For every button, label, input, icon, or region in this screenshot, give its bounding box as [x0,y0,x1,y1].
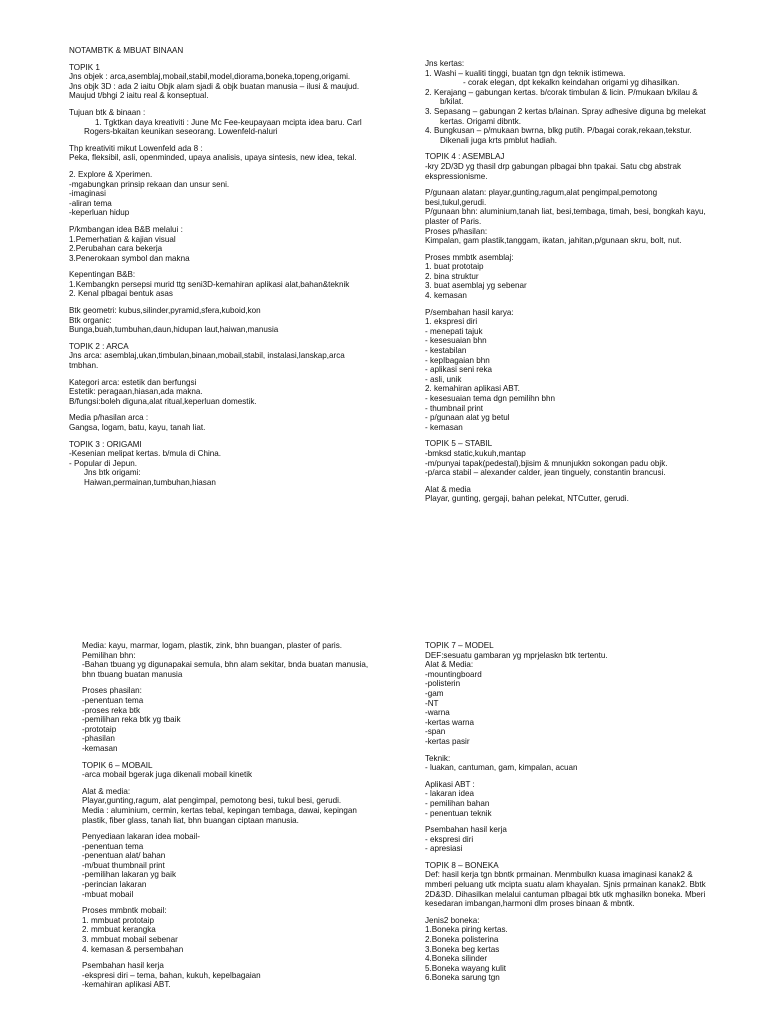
text-line: TOPIK 3 : ORIGAMI [69,439,142,449]
text-line: -perincian lakaran [82,880,147,890]
text-line: B/fungsi:boleh diguna,alat ritual,keperluan domestik. [69,396,257,406]
text-line: Tujuan btk & binaan : [69,107,146,117]
text-line: -imaginasi [69,189,106,199]
text-line: 2. Kerajang – gabungan kertas. b/corak timbulan & licin. P/mukaan b/kilau & [425,87,698,97]
paragraph-gap [425,747,760,754]
text-line: Alat & media [425,484,471,494]
text-line: Alat & media: [82,786,131,796]
paragraph-gap [82,679,402,686]
paragraph-gap [69,299,389,306]
text-line: 3. mmbuat mobail sebenar [82,935,178,945]
bottom-left-column [82,641,402,990]
text-line: -span [425,727,446,737]
text-line: 4. Bungkusan – p/mukaan bwrna, blkg putih. P/bagai corak,rekaan,tekstur. [425,126,692,136]
text-line: plaster of Paris. [425,216,482,226]
paragraph-gap [69,406,389,413]
text-line: -mbuat mobail [82,889,134,899]
text-line: TOPIK 4 : ASEMBLAJ [425,152,505,162]
text-line: 2. mmbuat kerangka [82,925,156,935]
paragraph-gap [82,899,402,906]
text-line: TOPIK 6 – MOBAIL [82,760,153,770]
text-line: -Kesenian melipat kertas. b/mula di China. [69,449,222,459]
text-line: 4. kemasan & persembahan [82,944,184,954]
text-line: TOPIK 8 – BONEKA [425,860,499,870]
paragraph-gap [425,145,760,152]
text-line: -NT [425,698,439,708]
text-line: 4.Boneka silinder [425,954,488,964]
text-line: plastik, fiber glass, tanah liat, bhn buangan ciptaan manusia. [82,815,299,825]
paragraph-gap [69,163,389,170]
text-line: Peka, fleksibil, asli, openminded, upaya analisis, upaya sintesis, new idea, tekal. [69,153,357,163]
text-line: 2. Explore & Xperimen. [69,169,153,179]
text-line: Proses phasilan: [82,686,142,696]
text-line: 1.Boneka piring kertas. [425,925,508,935]
text-line: -arca mobail bgerak juga dikenali mobail kinetik [82,770,253,780]
text-line: Playar,gunting,ragum, alat pengimpal, pemotong besi, tukul besi, gerudi. [82,796,342,806]
text-line: -kemahiran aplikasi ABT. [82,980,171,990]
text-line: tmbhan. [69,361,99,371]
text-line: Jns objk 3D : ada 2 iaitu Objk alam sjadi & objk buatan manusia – ilusi & maujud. [69,81,360,91]
text-line: -warna [425,708,450,718]
text-line: Gangsa, logam, batu, kayu, tanah liat. [69,423,206,432]
text-line: -kertas pasir [425,736,470,746]
paragraph-gap [425,432,760,439]
paragraph-gap [82,780,402,787]
text-line: - menepati tajuk [425,326,483,336]
text-line: Estetik: peragaan,hiasan,ada makna. [69,387,203,397]
text-line: Jns btk origami: [84,468,141,478]
paragraph-gap [82,954,402,961]
text-line: -bmksd static,kukuh,mantap [425,448,526,458]
text-line: - Popular di Jepun. [69,458,137,468]
text-line: 2.Boneka polisterina [425,935,499,945]
bottom-right-column [425,641,760,983]
text-line: -Bahan tbuang yg digunapakai semula, bhn alam sekitar, bnda buatan manusia, [82,660,369,670]
text-line: P/sembahan hasil karya: [425,307,514,317]
text-line: mmberi peluang utk mcipta suatu alam khayalan. Sjnis prmainan kanak2. Bbtk [425,880,706,890]
text-line: Media: kayu, marmar, logam, plastik, zink, bhn buangan, plaster of paris. [82,641,343,650]
paragraph-gap [425,301,760,308]
text-line: P/kmbangan idea B&B melalui : [69,224,183,234]
text-line: Proses mmbtk asemblaj: [425,252,514,262]
text-line: - aplikasi seni reka [425,365,493,375]
top-right-column [425,59,760,504]
text-line: - p/gunaan alat yg betul [425,413,510,423]
text-line: -ekspresi diri – tema, bahan, kukuh, kepelbagaian [82,970,261,980]
text-line: 3. buat asemblaj yg sebenar [425,281,527,291]
text-line: Pemilihan bhn: [82,650,136,660]
text-line: - kesesuaian bhn [425,336,487,346]
text-line: Rogers-bkaitan keunikan seseorang. Lowenfeld-naluri [84,127,278,137]
text-line: 1. buat prototaip [425,262,484,272]
text-line: 2. kemahiran aplikasi ABT. [425,384,520,394]
text-line: Teknik: [425,753,451,763]
text-line: -penentuan tema [82,695,144,705]
text-line: -m/punyai tapak(pedestal),bjisim & mnunjukkn sokongan padu objk. [425,458,668,468]
text-line: - kemasan [425,422,463,432]
text-line: Jns objek : arca,asemblaj,mobail,stabil,model,diorama,boneka,topeng,origami. [69,72,351,82]
text-line: Btk organic: [69,315,112,325]
text-line: -aliran tema [69,198,112,208]
text-line: DEF:sesuatu gambaran yg mprjelaskn btk tertentu. [425,650,608,660]
text-line: 3.Boneka beg kertas [425,944,500,954]
text-line: - pemilihan bahan [425,798,490,808]
text-line: 5.Boneka wayang kulit [425,963,506,973]
text-line: - penentuan teknik [425,808,492,818]
text-line: -m/buat thumbnail print [82,860,165,870]
paragraph-gap [425,854,760,861]
text-line: -p/arca stabil – alexander calder, jean tinguely, constantin brancusi. [425,468,666,478]
text-line: kertas. Origami dibntk. [440,116,521,126]
text-line: Psembahan hasil kerja [425,825,507,835]
text-line: kesedaran imbangan,harmoni dlm proses binaan & mbntk. [425,899,635,909]
text-line: 2. Kenal plbagai bentuk asas [69,289,173,299]
text-line: 6.Boneka sarung tgn [425,973,500,983]
paragraph-gap [425,818,760,825]
top-left-column [69,46,389,488]
paragraph-gap [425,478,760,485]
text-line: 3. Sepasang – gabungan 2 kertas b/lainan. Spray adhesive diguna bg melekat [425,106,706,116]
text-line: Penyediaan lakaran idea mobail- [82,832,200,842]
text-line: Jenis2 boneka: [425,915,480,925]
paragraph-gap [69,218,389,225]
text-line: Proses mmbntk mobail: [82,906,167,916]
text-line: Alat & Media: [425,660,474,670]
paragraph-gap [69,335,389,342]
text-line: Bunga,buah,tumbuhan,daun,hidupan laut,haiwan,manusia [69,325,279,335]
text-line: Jns kertas: [425,59,465,68]
text-line: 1.Pemerhatian & kajian visual [69,234,176,244]
text-line: -pemilihan reka btk yg tbaik [82,715,181,725]
text-line: - lakaran idea [425,789,475,799]
text-line: - kestabilan [425,346,467,356]
text-line: 2.Perubahan cara bekerja [69,244,163,254]
text-line: -kry 2D/3D yg thasil drp gabungan plbagai bhn tpakai. Satu cbg abstrak [425,161,682,171]
text-line: - thumbnail print [425,403,484,413]
text-line: -kemasan [82,743,118,753]
text-line: Media : aluminium, cermin, kertas tebal, kepingan tembaga, dawai, kepingan [82,805,357,815]
text-line: b/kilat. [440,97,464,107]
text-line: -prototaip [82,724,117,734]
text-line: Haiwan,permainan,tumbuhan,hiasan [84,477,216,487]
paragraph-gap [69,56,389,63]
text-line: Playar, gunting, gergaji, bahan pelekat, NTCutter, gerudi. [425,494,629,504]
paragraph-gap [69,433,389,440]
text-line: 2. bina struktur [425,271,479,281]
text-line: P/gunaan bhn: aluminium,tanah liat, besi,tembaga, timah, besi, bongkah kayu, [425,207,706,217]
text-line: TOPIK 2 : ARCA [69,341,129,351]
text-line: ekspressionisme. [425,171,488,181]
text-line: Dikenali juga krts pmblut hadiah. [440,135,557,145]
text-line: -proses reka btk [82,705,141,715]
text-line: - ekspresi diri [425,834,474,844]
text-line: Thp kreativiti mikut Lowenfeld ada 8 : [69,143,203,153]
text-line: NOTAMBTK & MBUAT BINAAN [69,46,184,55]
paragraph-gap [425,909,760,916]
text-line: Maujud t/bhgi 2 iaitu real & konseptual. [69,91,209,101]
text-line: - corak elegan, dpt kekalkn keindahan origami yg dihasilkan. [463,78,680,88]
text-line: Proses p/hasilan: [425,226,488,236]
text-line: Kimpalan, gam plastik,tanggam, ikatan, jahitan,p/gunaan skru, bolt, nut. [425,236,682,246]
text-line: 1. ekspresi diri [425,317,478,327]
text-line: 2D&3D. Dihasilkan melalui cantuman plbagai btk utk mghasilkn boneka. Mberi [425,889,706,899]
paragraph-gap [69,137,389,144]
text-line: -phasilan [82,734,115,744]
text-line: Psembahan hasil kerja [82,961,164,971]
text-line: Aplikasi ABT : [425,779,475,789]
paragraph-gap [69,263,389,270]
text-line: - asli, unik [425,374,462,384]
text-line: 1. Tgktkan daya kreativiti : June Mc Fee-keupayaan mcipta idea baru. Carl [95,117,362,127]
text-line: Media p/hasilan arca : [69,413,149,423]
paragraph-gap [425,246,760,253]
text-line: -mountingboard [425,669,482,679]
text-line: 3.Penerokaan symbol dan makna [69,253,190,263]
text-line: TOPIK 5 – STABIL [425,439,493,449]
text-line: Def: hasil kerja tgn bbntk prmainan. Menmbulkn kuasa imaginasi kanak2 & [425,870,693,880]
text-line: 1. mmbuat prototaip [82,915,154,925]
text-line: - kepIbagaian bhn [425,355,490,365]
paragraph-gap [425,773,760,780]
text-line: Kategori arca: estetik dan berfungsi [69,377,197,387]
paragraph-gap [425,181,760,188]
text-line: -penentuan tema [82,841,144,851]
text-line: 1.Kembangkn persepsi murid ttg seni3D-kemahiran aplikasi alat,bahan&teknik [69,279,350,289]
text-line: -keperluan hidup [69,208,130,218]
text-line: -penentuan alat/ bahan [82,851,166,861]
text-line: Kepentingan B&B: [69,270,136,280]
text-line: TOPIK 7 – MODEL [425,641,494,650]
text-line: Jns arca: asemblaj,ukan,timbulan,binaan,mobail,stabil, instalasi,lanskap,arca [69,351,345,361]
text-line: - kesesuaian tema dgn pemilihn bhn [425,394,556,403]
text-line: 4. kemasan [425,291,467,301]
text-line: -pemilihan lakaran yg baik [82,870,177,880]
paragraph-gap [69,101,389,108]
text-line: bhn tbuang buatan manusia [82,669,183,679]
paragraph-gap [82,754,402,761]
text-line: -mgabungkan prinsip rekaan dan unsur seni. [69,179,230,189]
paragraph-gap [69,371,389,378]
text-line: besi,tukul,gerudi. [425,197,487,207]
text-line: P/gunaan alatan: playar,gunting,ragum,alat pengimpal,pemotong [425,188,658,198]
text-line: -polisterin [425,679,461,689]
text-line: -kertas warna [425,717,475,727]
text-line: - luakan, cantuman, gam, kimpalan, acuan [425,763,578,773]
paragraph-gap [82,825,402,832]
text-line: - apresiasi [425,844,463,854]
text-line: 1. Washi – kualiti tinggi, buatan tgn dgn teknik istimewa. [425,68,626,78]
text-line: Btk geometri: kubus,silinder,pyramid,sfera,kuboid,kon [69,306,261,316]
text-line: -gam [425,688,444,698]
text-line: TOPIK 1 [69,62,100,72]
